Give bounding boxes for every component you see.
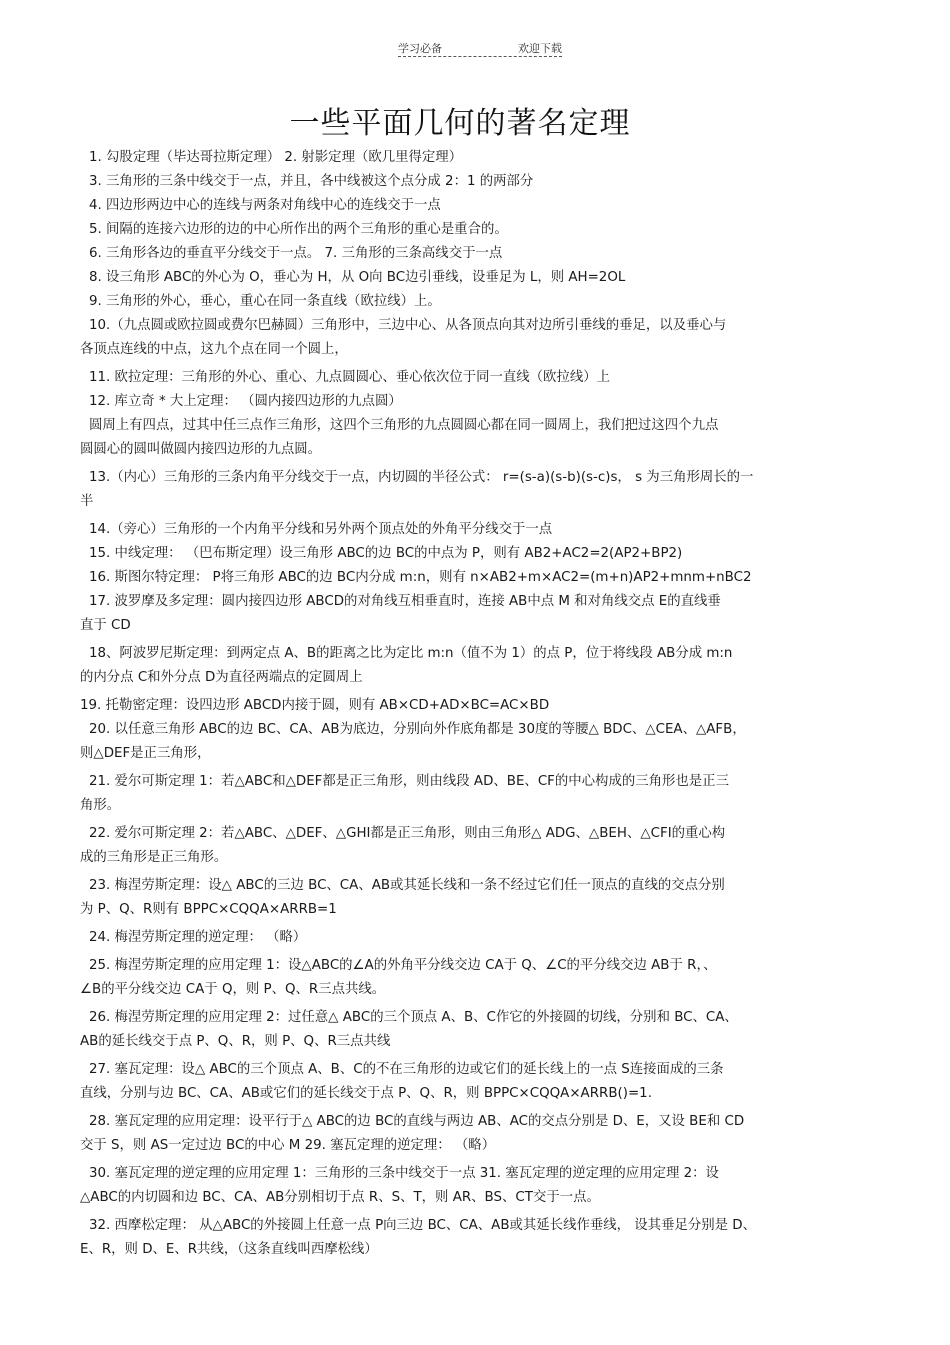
text-line: 21. 爱尔可斯定理 1：若△ABC和△DEF都是正三角形，则由线段 AD、BE、CF的中心构成的三角形也是正三 bbox=[89, 774, 729, 789]
text-line: 9. 三角形的外心，垂心，重心在同一条直线（欧拉线）上。 bbox=[89, 294, 441, 309]
text-line: 18、阿波罗尼斯定理：到两定点 A、B的距离之比为定比 m:n（值不为 1）的点 P，位于将线段 AB分成 m:n bbox=[89, 646, 733, 661]
text-line: 半 bbox=[80, 494, 94, 509]
text-line: 16. 斯图尔特定理： P将三角形 ABC的边 BC内分成 m:n，则有 n×AB2+m×AC2=(m+n)AP2+mnm+nBC2 bbox=[89, 570, 752, 585]
text-line: 直于 CD bbox=[80, 618, 131, 633]
text-line: 17. 波罗摩及多定理：圆内接四边形 ABCD的对角线互相垂直时，连接 AB中点 M 和对角线交点 E的直线垂 bbox=[89, 594, 721, 609]
text-line: 成的三角形是正三角形。 bbox=[80, 850, 228, 865]
text-line: 26. 梅涅劳斯定理的应用定理 2：过任意△ ABC的三个顶点 A、B、C作它的外接圆的切线，分别和 BC、CA、 bbox=[89, 1010, 738, 1025]
text-line: 25. 梅涅劳斯定理的应用定理 1：设△ABC的∠A的外角平分线交边 CA于 Q、∠C的平分线交边 AB于 R，、 bbox=[89, 958, 717, 973]
text-line: 30. 塞瓦定理的逆定理的应用定理 1：三角形的三条中线交于一点 31. 塞瓦定理的逆定理的应用定理 2：设 bbox=[89, 1166, 719, 1181]
text-line: 32. 西摩松定理： 从△ABC的外接圆上任意一点 P向三边 BC、CA、AB或其延长线作垂线， 设其垂足分别是 D、 bbox=[89, 1218, 756, 1233]
text-line: ∠B的平分线交边 CA于 Q，则 P、Q、R三点共线。 bbox=[80, 982, 386, 997]
text-line: 22. 爱尔可斯定理 2：若△ABC、△DEF、△GHI都是正三角形，则由三角形△ ADG、△BEH、△CFI的重心构 bbox=[89, 826, 726, 841]
text-line: 则△DEF是正三角形， bbox=[80, 746, 211, 761]
theorem-list bbox=[80, 146, 880, 1262]
text-line: AB的延长线交于点 P、Q、R，则 P、Q、R三点共线 bbox=[80, 1034, 391, 1049]
text-line: 28. 塞瓦定理的应用定理：设平行于△ ABC的边 BC的直线与两边 AB、AC的交点分别是 D、E，又设 BE和 CD bbox=[89, 1114, 745, 1129]
text-line: 27. 塞瓦定理：设△ ABC的三个顶点 A、B、C的不在三角形的边或它们的延长线上的一点 S连接面成的三条 bbox=[89, 1062, 724, 1077]
text-line: 24. 梅涅劳斯定理的逆定理： （略） bbox=[89, 930, 307, 945]
text-line: 14.（旁心）三角形的一个内角平分线和另外两个顶点处的外角平分线交于一点 bbox=[89, 522, 553, 537]
header-left-text: 学习必备 bbox=[398, 42, 442, 55]
text-line: 各顶点连线的中点，这九个点在同一个圆上， bbox=[80, 342, 348, 357]
header-right-text: 欢迎下载 bbox=[518, 42, 562, 55]
text-line: 19. 托勒密定理：设四边形 ABCD内接于圆，则有 AB×CD+AD×BC=AC×BD bbox=[80, 698, 550, 713]
text-line: 为 P、Q、R则有 BPPC×CQQA×ARRB=1 bbox=[80, 902, 337, 917]
text-line: 3. 三角形的三条中线交于一点，并且，各中线被这个点分成 2：1 的两部分 bbox=[89, 174, 534, 189]
text-line: 5. 间隔的连接六边形的边的中心所作出的两个三角形的重心是重合的。 bbox=[89, 222, 508, 237]
text-line: 角形。 bbox=[80, 798, 121, 813]
text-line: 13.（内心）三角形的三条内角平分线交于一点，内切圆的半径公式： r=(s-a)(s-b)(s-c)s， s 为三角形周长的一 bbox=[89, 470, 754, 485]
text-line: 1. 勾股定理（毕达哥拉斯定理） 2. 射影定理（欧几里得定理） bbox=[89, 150, 463, 165]
text-line: 8. 设三角形 ABC的外心为 O，垂心为 H，从 O向 BC边引垂线，设垂足为 L，则 AH=2OL bbox=[89, 270, 626, 285]
text-line: 6. 三角形各边的垂直平分线交于一点。 7. 三角形的三条高线交于一点 bbox=[89, 246, 503, 261]
text-line: E、R，则 D、E、R共线，（这条直线叫西摩松线） bbox=[80, 1242, 378, 1257]
text-line: 20. 以任意三角形 ABC的边 BC、CA、AB为底边，分别向外作底角都是 30度的等腰△ BDC、△CEA、△AFB， bbox=[89, 722, 746, 737]
page-header bbox=[398, 40, 562, 57]
text-line: △ABC的内切圆和边 BC、CA、AB分别相切于点 R、S、T，则 AR、BS、CT交于一点。 bbox=[80, 1190, 600, 1205]
text-line: 15. 中线定理： （巴布斯定理）设三角形 ABC的边 BC的中点为 P，则有 AB2+AC2=2(AP2+BP2) bbox=[89, 546, 683, 561]
text-line: 圆周上有四点，过其中任三点作三角形，这四个三角形的九点圆圆心都在同一圆周上，我们把过这四个九点 bbox=[89, 418, 719, 433]
text-line: 23. 梅涅劳斯定理：设△ ABC的三边 BC、CA、AB或其延长线和一条不经过它们任一顶点的直线的交点分别 bbox=[89, 878, 725, 893]
text-line: 圆圆心的圆叫做圆内接四边形的九点圆。 bbox=[80, 442, 322, 457]
text-line: 直线，分别与边 BC、CA、AB或它们的延长线交于点 P、Q、R，则 BPPC×CQQA×ARRB()=1. bbox=[80, 1086, 652, 1101]
text-line: 11. 欧拉定理：三角形的外心、重心、九点圆圆心、垂心依次位于同一直线（欧拉线）上 bbox=[89, 370, 611, 385]
text-line: 4. 四边形两边中心的连线与两条对角线中心的连线交于一点 bbox=[89, 198, 441, 213]
text-line: 10.（九点圆或欧拉圆或费尔巴赫圆）三角形中，三边中心、从各顶点向其对边所引垂线的垂足，以及垂心与 bbox=[89, 318, 727, 333]
page-title: 一些平面几何的著名定理 bbox=[289, 106, 631, 141]
text-line: 12. 库立奇 * 大上定理： （圆内接四边形的九点圆） bbox=[89, 394, 402, 409]
text-line: 交于 S，则 AS一定过边 BC的中心 M 29. 塞瓦定理的逆定理： （略） bbox=[80, 1138, 496, 1153]
text-line: 的内分点 C和外分点 D为直径两端点的定圆周上 bbox=[80, 670, 363, 685]
